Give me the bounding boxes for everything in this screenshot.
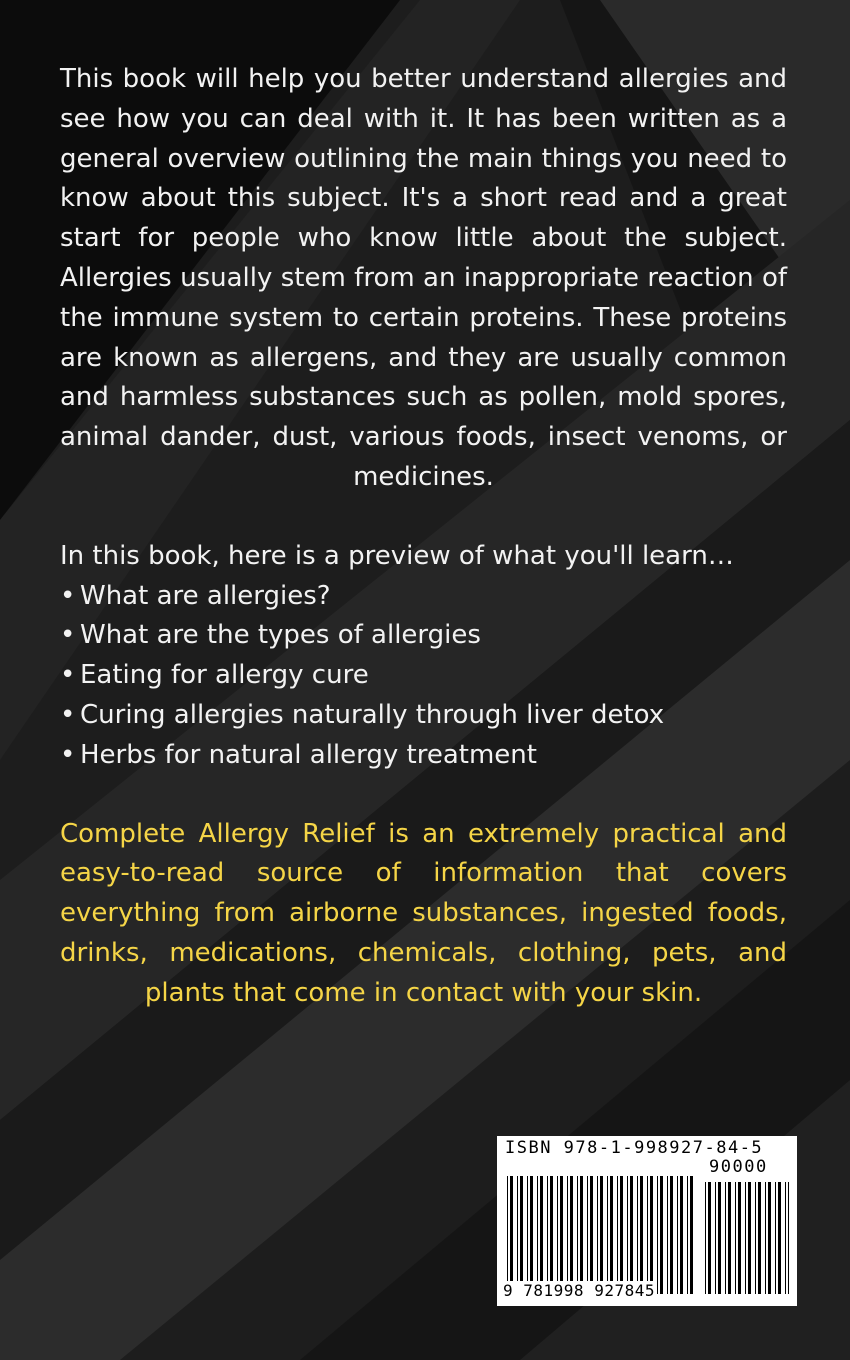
isbn-label: ISBN 978-1-998927-84-5 [505, 1138, 764, 1158]
price-code: 90000 [709, 1157, 768, 1177]
preview-heading: In this book, here is a preview of what you'll learn… [60, 540, 734, 571]
isbn-barcode [497, 1136, 797, 1306]
preview-item: • Herbs for natural allergy treatment [60, 736, 787, 776]
description-paragraph: This book will help you better understand allergies and see how you can deal with it. It has been written as a general overview outlining the main things you need to know about this subject. It's a short read and a great start for people who know little about the subject. Allergies usually stem from an inappropriate reaction of the immune system to certain proteins. These proteins are known as allergens, and they are usually common and harmless substances such as pollen, mold spores, animal dander, dust, various foods, insect venoms, or medicines. [60, 64, 787, 492]
preview-item: • What are allergies? [60, 577, 787, 617]
highlight-paragraph: Complete Allergy Relief is an extremely practical and easy-to-read source of information that covers everything from airborne substances, ingested foods, drinks, medications, chemicals, clothing, pets, and plants that come in contact with your skin. [60, 818, 787, 1008]
preview-item: • Curing allergies naturally through liver detox [60, 696, 787, 736]
preview-item: • What are the types of allergies [60, 616, 787, 656]
preview-item: • Eating for allergy cure [60, 656, 787, 696]
back-cover-text [60, 60, 787, 1014]
barcode-number: 9 781998 927845 [503, 1281, 655, 1300]
preview-list [60, 577, 787, 776]
addon-barcode-bars-icon [705, 1182, 789, 1294]
barcode-bars-icon [507, 1176, 697, 1294]
